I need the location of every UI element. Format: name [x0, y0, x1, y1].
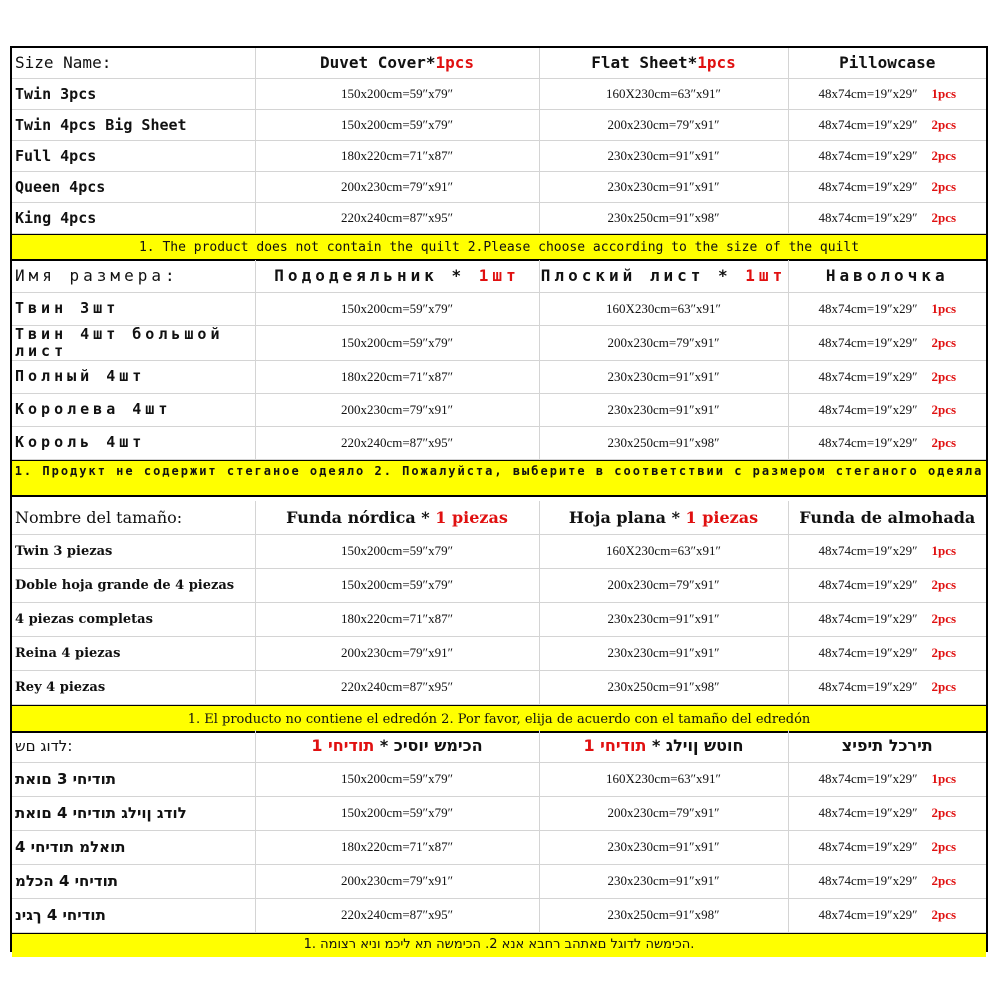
row-pillow-size: 48x74cm=19″x29″ — [818, 577, 918, 592]
table-row — [12, 670, 986, 704]
row-pillow-qty: 2pcs — [931, 334, 957, 350]
header-duvet-qty: 1шт — [478, 266, 520, 286]
row-size-name: Королева 4шт — [12, 393, 255, 426]
row-size-name: Полный 4шт — [12, 360, 255, 393]
row-size-name: תודיחי 3 םואת — [12, 762, 255, 796]
row-size-name: 4 תואלמ תודיחי — [12, 830, 255, 864]
row-duvet-size: 180x220cm=71″x87″ — [255, 830, 539, 864]
row-pillow-cell — [788, 78, 986, 109]
table-row — [12, 202, 986, 233]
row-pillow-size: 48x74cm=19″x29″ — [818, 368, 918, 384]
row-flat-size: 230x230cm=91″x91″ — [539, 602, 788, 636]
row-duvet-size: 220x240cm=87″x95″ — [255, 426, 539, 459]
row-pillow-cell — [788, 898, 986, 932]
row-duvet-size: 150x200cm=59″x79″ — [255, 109, 539, 140]
row-pillow-size: 48x74cm=19″x29″ — [818, 645, 918, 660]
row-pillow-size: 48x74cm=19″x29″ — [818, 907, 918, 922]
row-flat-size: 200x230cm=79″x91″ — [539, 568, 788, 602]
note-banner: 1. The product does not contain the quilt 2.Please choose according to the size of the quilt — [12, 234, 986, 261]
header-duvet-label: הכימש יוסיכ * — [374, 736, 483, 756]
table-row — [12, 568, 986, 602]
row-pillow-qty: 2pcs — [931, 839, 957, 854]
row-size-name: לודג ןוילג תודיחי 4 םואת — [12, 796, 255, 830]
row-flat-size: 160X230cm=63″x91″ — [539, 78, 788, 109]
row-duvet-size: 150x200cm=59″x79″ — [255, 78, 539, 109]
section-english — [12, 48, 986, 261]
row-pillow-size: 48x74cm=19″x29″ — [818, 434, 918, 450]
header-flat-qty: 1pcs — [697, 53, 736, 73]
row-size-name: Doble hoja grande de 4 piezas — [12, 568, 255, 602]
row-pillow-qty: 2pcs — [931, 907, 957, 922]
header-flat-label: Плоский лист * — [540, 266, 746, 286]
header-duvet-cover — [255, 730, 539, 762]
table-row — [12, 325, 986, 360]
row-duvet-size: 150x200cm=59″x79″ — [255, 762, 539, 796]
header-flat-qty: 1 piezas — [685, 507, 759, 527]
header-flat-qty: תודיחי 1 — [583, 736, 647, 756]
header-pillowcase: Наволочка — [788, 260, 986, 292]
row-duvet-size: 150x200cm=59″x79″ — [255, 796, 539, 830]
row-flat-size: 200x230cm=79″x91″ — [539, 796, 788, 830]
row-pillow-cell — [788, 796, 986, 830]
row-duvet-size: 220x240cm=87″x95″ — [255, 670, 539, 704]
row-duvet-size: 220x240cm=87″x95″ — [255, 202, 539, 233]
row-pillow-size: 48x74cm=19″x29″ — [818, 178, 918, 194]
row-pillow-size: 48x74cm=19″x29″ — [818, 839, 918, 854]
row-pillow-size: 48x74cm=19″x29″ — [818, 147, 918, 163]
section-hebrew — [12, 730, 986, 957]
row-flat-size: 230x230cm=91″x91″ — [539, 864, 788, 898]
row-pillow-qty: 1pcs — [931, 543, 957, 558]
row-size-name: Full 4pcs — [12, 140, 255, 171]
row-size-name: Twin 3 piezas — [12, 534, 255, 568]
note-banner: 1. El producto no contiene el edredón 2. Por favor, elija de acuerdo con el tamaño del edredón — [12, 705, 986, 733]
row-pillow-qty: 2pcs — [931, 209, 957, 225]
table-row — [12, 171, 986, 202]
row-pillow-cell — [788, 393, 986, 426]
row-flat-size: 160X230cm=63″x91″ — [539, 292, 788, 325]
row-pillow-size: 48x74cm=19″x29″ — [818, 543, 918, 558]
table-row — [12, 898, 986, 932]
row-flat-size: 160X230cm=63″x91″ — [539, 534, 788, 568]
row-flat-size: 230x250cm=91″x98″ — [539, 898, 788, 932]
header-duvet-qty: 1pcs — [435, 53, 475, 73]
row-duvet-size: 200x230cm=79″x91″ — [255, 393, 539, 426]
row-pillow-cell — [788, 426, 986, 459]
header-pillowcase: Pillowcase — [788, 48, 986, 78]
row-flat-size: 200x230cm=79″x91″ — [539, 325, 788, 360]
row-duvet-size: 200x230cm=79″x91″ — [255, 864, 539, 898]
row-duvet-size: 220x240cm=87″x95″ — [255, 898, 539, 932]
row-flat-size: 230x250cm=91″x98″ — [539, 202, 788, 233]
table-row — [12, 762, 986, 796]
row-pillow-cell — [788, 864, 986, 898]
row-pillow-size: 48x74cm=19″x29″ — [818, 334, 918, 350]
row-flat-size: 230x250cm=91″x98″ — [539, 426, 788, 459]
row-size-name: 4 piezas completas — [12, 602, 255, 636]
row-flat-size: 230x250cm=91″x98″ — [539, 670, 788, 704]
row-pillow-qty: 2pcs — [931, 178, 957, 194]
header-flat-label: Hoja plana * — [568, 507, 686, 527]
header-flat-sheet — [539, 48, 788, 78]
row-size-name: Твин 3шт — [12, 292, 255, 325]
table-row — [12, 426, 986, 459]
table-row — [12, 602, 986, 636]
header-flat-label: חוטש ןוילג * — [646, 736, 744, 756]
row-pillow-qty: 2pcs — [931, 577, 957, 592]
row-pillow-cell — [788, 360, 986, 393]
row-pillow-cell — [788, 636, 986, 670]
table-row — [12, 636, 986, 670]
row-pillow-size: 48x74cm=19″x29″ — [818, 679, 918, 694]
header-duvet-cover — [255, 501, 539, 534]
row-duvet-size: 150x200cm=59″x79″ — [255, 568, 539, 602]
row-pillow-cell — [788, 292, 986, 325]
row-pillow-size: 48x74cm=19″x29″ — [818, 116, 918, 132]
row-pillow-qty: 2pcs — [931, 679, 957, 694]
row-pillow-size: 48x74cm=19″x29″ — [818, 873, 918, 888]
row-pillow-qty: 2pcs — [931, 116, 957, 132]
row-flat-size: 230x230cm=91″x91″ — [539, 171, 788, 202]
header-size-name: Имя размера: — [12, 260, 255, 292]
table-row — [12, 534, 986, 568]
row-pillow-qty: 2pcs — [931, 805, 957, 820]
row-pillow-qty: 1pcs — [931, 300, 957, 316]
header-flat-sheet — [539, 501, 788, 534]
table-row — [12, 109, 986, 140]
row-duvet-size: 150x200cm=59″x79″ — [255, 534, 539, 568]
row-flat-size: 230x230cm=91″x91″ — [539, 360, 788, 393]
row-pillow-size: 48x74cm=19″x29″ — [818, 611, 918, 626]
row-pillow-size: 48x74cm=19″x29″ — [818, 209, 918, 225]
row-pillow-cell — [788, 109, 986, 140]
header-flat-sheet — [539, 260, 788, 292]
row-pillow-qty: 2pcs — [931, 401, 957, 417]
header-flat-qty: 1шт — [745, 266, 787, 286]
row-pillow-size: 48x74cm=19″x29″ — [818, 401, 918, 417]
row-flat-size: 230x230cm=91″x91″ — [539, 393, 788, 426]
row-flat-size: 230x230cm=91″x91″ — [539, 830, 788, 864]
row-pillow-cell — [788, 568, 986, 602]
row-pillow-cell — [788, 534, 986, 568]
row-size-name: King 4pcs — [12, 202, 255, 233]
note-banner: 1. הכימשה לדוגל םאתהב רחבא אנא 2. הכימשה תא ליכמ וניא רצומה. — [12, 933, 986, 957]
table-row — [12, 393, 986, 426]
table-row — [12, 796, 986, 830]
row-duvet-size: 200x230cm=79″x91″ — [255, 636, 539, 670]
row-size-name: Queen 4pcs — [12, 171, 255, 202]
table-row — [12, 864, 986, 898]
row-pillow-qty: 2pcs — [931, 368, 957, 384]
row-duvet-size: 200x230cm=79″x91″ — [255, 171, 539, 202]
row-flat-size: 160X230cm=63″x91″ — [539, 762, 788, 796]
row-size-name: Twin 4pcs Big Sheet — [12, 109, 255, 140]
row-size-name: Rey 4 piezas — [12, 670, 255, 704]
row-pillow-qty: 1pcs — [931, 771, 957, 786]
row-size-name: Reina 4 piezas — [12, 636, 255, 670]
row-flat-size: 230x230cm=91″x91″ — [539, 140, 788, 171]
header-duvet-label: Пододеяльник * — [274, 266, 479, 286]
row-duvet-size: 180x220cm=71″x87″ — [255, 602, 539, 636]
row-pillow-cell — [788, 670, 986, 704]
row-pillow-cell — [788, 762, 986, 796]
header-duvet-cover — [255, 48, 539, 78]
row-size-name: תודיחי 4 ךגינ — [12, 898, 255, 932]
table-row — [12, 830, 986, 864]
row-pillow-qty: 1pcs — [931, 85, 957, 101]
header-flat-label: Flat Sheet* — [591, 53, 698, 73]
row-pillow-qty: 2pcs — [931, 147, 957, 163]
row-pillow-qty: 2pcs — [931, 873, 957, 888]
row-duvet-size: 180x220cm=71″x87″ — [255, 140, 539, 171]
table-row — [12, 140, 986, 171]
row-pillow-size: 48x74cm=19″x29″ — [818, 805, 918, 820]
row-pillow-size: 48x74cm=19″x29″ — [818, 771, 918, 786]
row-pillow-cell — [788, 140, 986, 171]
row-size-name: Король 4шт — [12, 426, 255, 459]
note-banner: 1. Продукт не содержит стеганое одеяло 2. Пожалуйста, выберите в соответствии с размером стеганого одеяла — [12, 460, 986, 497]
header-duvet-qty: תודיחי 1 — [311, 736, 375, 756]
row-pillow-cell — [788, 602, 986, 636]
row-duvet-size: 150x200cm=59″x79″ — [255, 325, 539, 360]
table-row — [12, 360, 986, 393]
header-size-name: Nombre del tamaño: — [12, 501, 255, 534]
header-duvet-label: Duvet Cover* — [319, 53, 436, 73]
row-pillow-cell — [788, 171, 986, 202]
row-pillow-cell — [788, 202, 986, 233]
row-size-name: Twin 3pcs — [12, 78, 255, 109]
row-duvet-size: 150x200cm=59″x79″ — [255, 292, 539, 325]
row-flat-size: 230x230cm=91″x91″ — [539, 636, 788, 670]
row-size-name: תודיחי 4 הכלמ — [12, 864, 255, 898]
section-spanish — [12, 501, 986, 733]
header-flat-sheet — [539, 730, 788, 762]
row-pillow-size: 48x74cm=19″x29″ — [818, 85, 918, 101]
row-pillow-cell — [788, 830, 986, 864]
row-pillow-size: 48x74cm=19″x29″ — [818, 300, 918, 316]
header-duvet-label: Funda nórdica * — [286, 507, 436, 527]
header-size-name: לדוג םש: — [12, 730, 255, 762]
header-pillowcase: תירכל תיפיצ — [788, 730, 986, 762]
table-row — [12, 292, 986, 325]
row-pillow-qty: 2pcs — [931, 611, 957, 626]
section-russian — [12, 260, 986, 497]
row-duvet-size: 180x220cm=71″x87″ — [255, 360, 539, 393]
row-size-name: Твин 4шт большой лист — [12, 325, 255, 360]
header-pillowcase: Funda de almohada — [788, 501, 986, 534]
row-pillow-cell — [788, 325, 986, 360]
row-flat-size: 200x230cm=79″x91″ — [539, 109, 788, 140]
row-pillow-qty: 2pcs — [931, 645, 957, 660]
size-chart-frame — [10, 46, 988, 952]
header-duvet-qty: 1 piezas — [435, 507, 508, 527]
header-size-name: Size Name: — [12, 48, 255, 78]
table-row — [12, 78, 986, 109]
row-pillow-qty: 2pcs — [931, 434, 957, 450]
header-duvet-cover — [255, 260, 539, 292]
